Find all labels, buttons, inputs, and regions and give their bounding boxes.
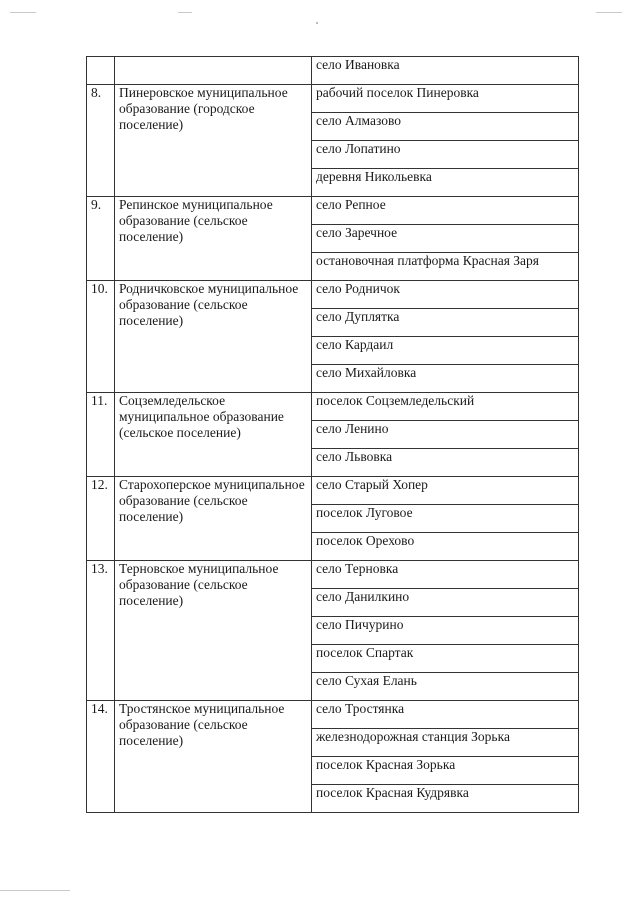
municipality-name: Терновское муниципальное образование (сельское поселение) xyxy=(115,561,312,701)
settlement-cell: село Терновка xyxy=(312,561,579,589)
settlement-cell: железнодорожная станция Зорька xyxy=(312,729,579,757)
scan-artifact xyxy=(10,12,36,13)
settlement-cell: поселок Спартак xyxy=(312,645,579,673)
settlement-cell: село Львовка xyxy=(312,449,579,477)
municipality-name: Старохоперское муниципальное образование (сельское поселение) xyxy=(115,477,312,561)
settlement-cell: остановочная платформа Красная Заря xyxy=(312,253,579,281)
scan-artifact xyxy=(596,12,622,13)
settlement-cell: село Репное xyxy=(312,197,579,225)
settlement-cell: село Тростянка xyxy=(312,701,579,729)
table-row xyxy=(87,57,579,85)
table-row xyxy=(87,85,579,113)
settlement-cell: село Заречное xyxy=(312,225,579,253)
scan-artifact xyxy=(178,12,192,13)
municipality-name: Пинеровское муниципальное образование (городское поселение) xyxy=(115,85,312,197)
row-number: 14. xyxy=(87,701,115,813)
settlement-cell: село Пичурино xyxy=(312,617,579,645)
settlement-cell: рабочий поселок Пинеровка xyxy=(312,85,579,113)
settlement-cell: поселок Луговое xyxy=(312,505,579,533)
settlement-cell: поселок Красная Зорька xyxy=(312,757,579,785)
row-number: 13. xyxy=(87,561,115,701)
row-number xyxy=(87,57,115,85)
settlement-cell: село Ленино xyxy=(312,421,579,449)
row-number: 10. xyxy=(87,281,115,393)
settlement-cell: село Данилкино xyxy=(312,589,579,617)
settlement-cell: село Лопатино xyxy=(312,141,579,169)
row-number: 8. xyxy=(87,85,115,197)
scan-artifact xyxy=(316,22,318,24)
municipality-name: Родничковское муниципальное образование (сельское поселение) xyxy=(115,281,312,393)
settlement-cell: село Родничок xyxy=(312,281,579,309)
settlements-table xyxy=(86,56,579,813)
row-number: 12. xyxy=(87,477,115,561)
settlement-cell: поселок Орехово xyxy=(312,533,579,561)
settlement-cell: село Алмазово xyxy=(312,113,579,141)
settlement-cell: село Ивановка xyxy=(312,57,579,85)
scan-artifact xyxy=(0,890,70,891)
settlement-cell: поселок Красная Кудрявка xyxy=(312,785,579,813)
settlement-cell: село Дуплятка xyxy=(312,309,579,337)
table-row xyxy=(87,393,579,421)
settlement-cell: село Сухая Елань xyxy=(312,673,579,701)
row-number: 9. xyxy=(87,197,115,281)
settlement-cell: село Старый Хопер xyxy=(312,477,579,505)
municipality-name: Соцземледельское муниципальное образование (сельское поселение) xyxy=(115,393,312,477)
table-row xyxy=(87,701,579,729)
municipality-name: Репинское муниципальное образование (сельское поселение) xyxy=(115,197,312,281)
row-number: 11. xyxy=(87,393,115,477)
table-row xyxy=(87,561,579,589)
settlement-cell: деревня Никольевка xyxy=(312,169,579,197)
settlement-cell: село Михайловка xyxy=(312,365,579,393)
settlement-cell: поселок Соцземледельский xyxy=(312,393,579,421)
table-row xyxy=(87,477,579,505)
settlement-cell: село Кардаил xyxy=(312,337,579,365)
table-row xyxy=(87,197,579,225)
municipality-name: Тростянское муниципальное образование (сельское поселение) xyxy=(115,701,312,813)
municipality-name xyxy=(115,57,312,85)
table-row xyxy=(87,281,579,309)
